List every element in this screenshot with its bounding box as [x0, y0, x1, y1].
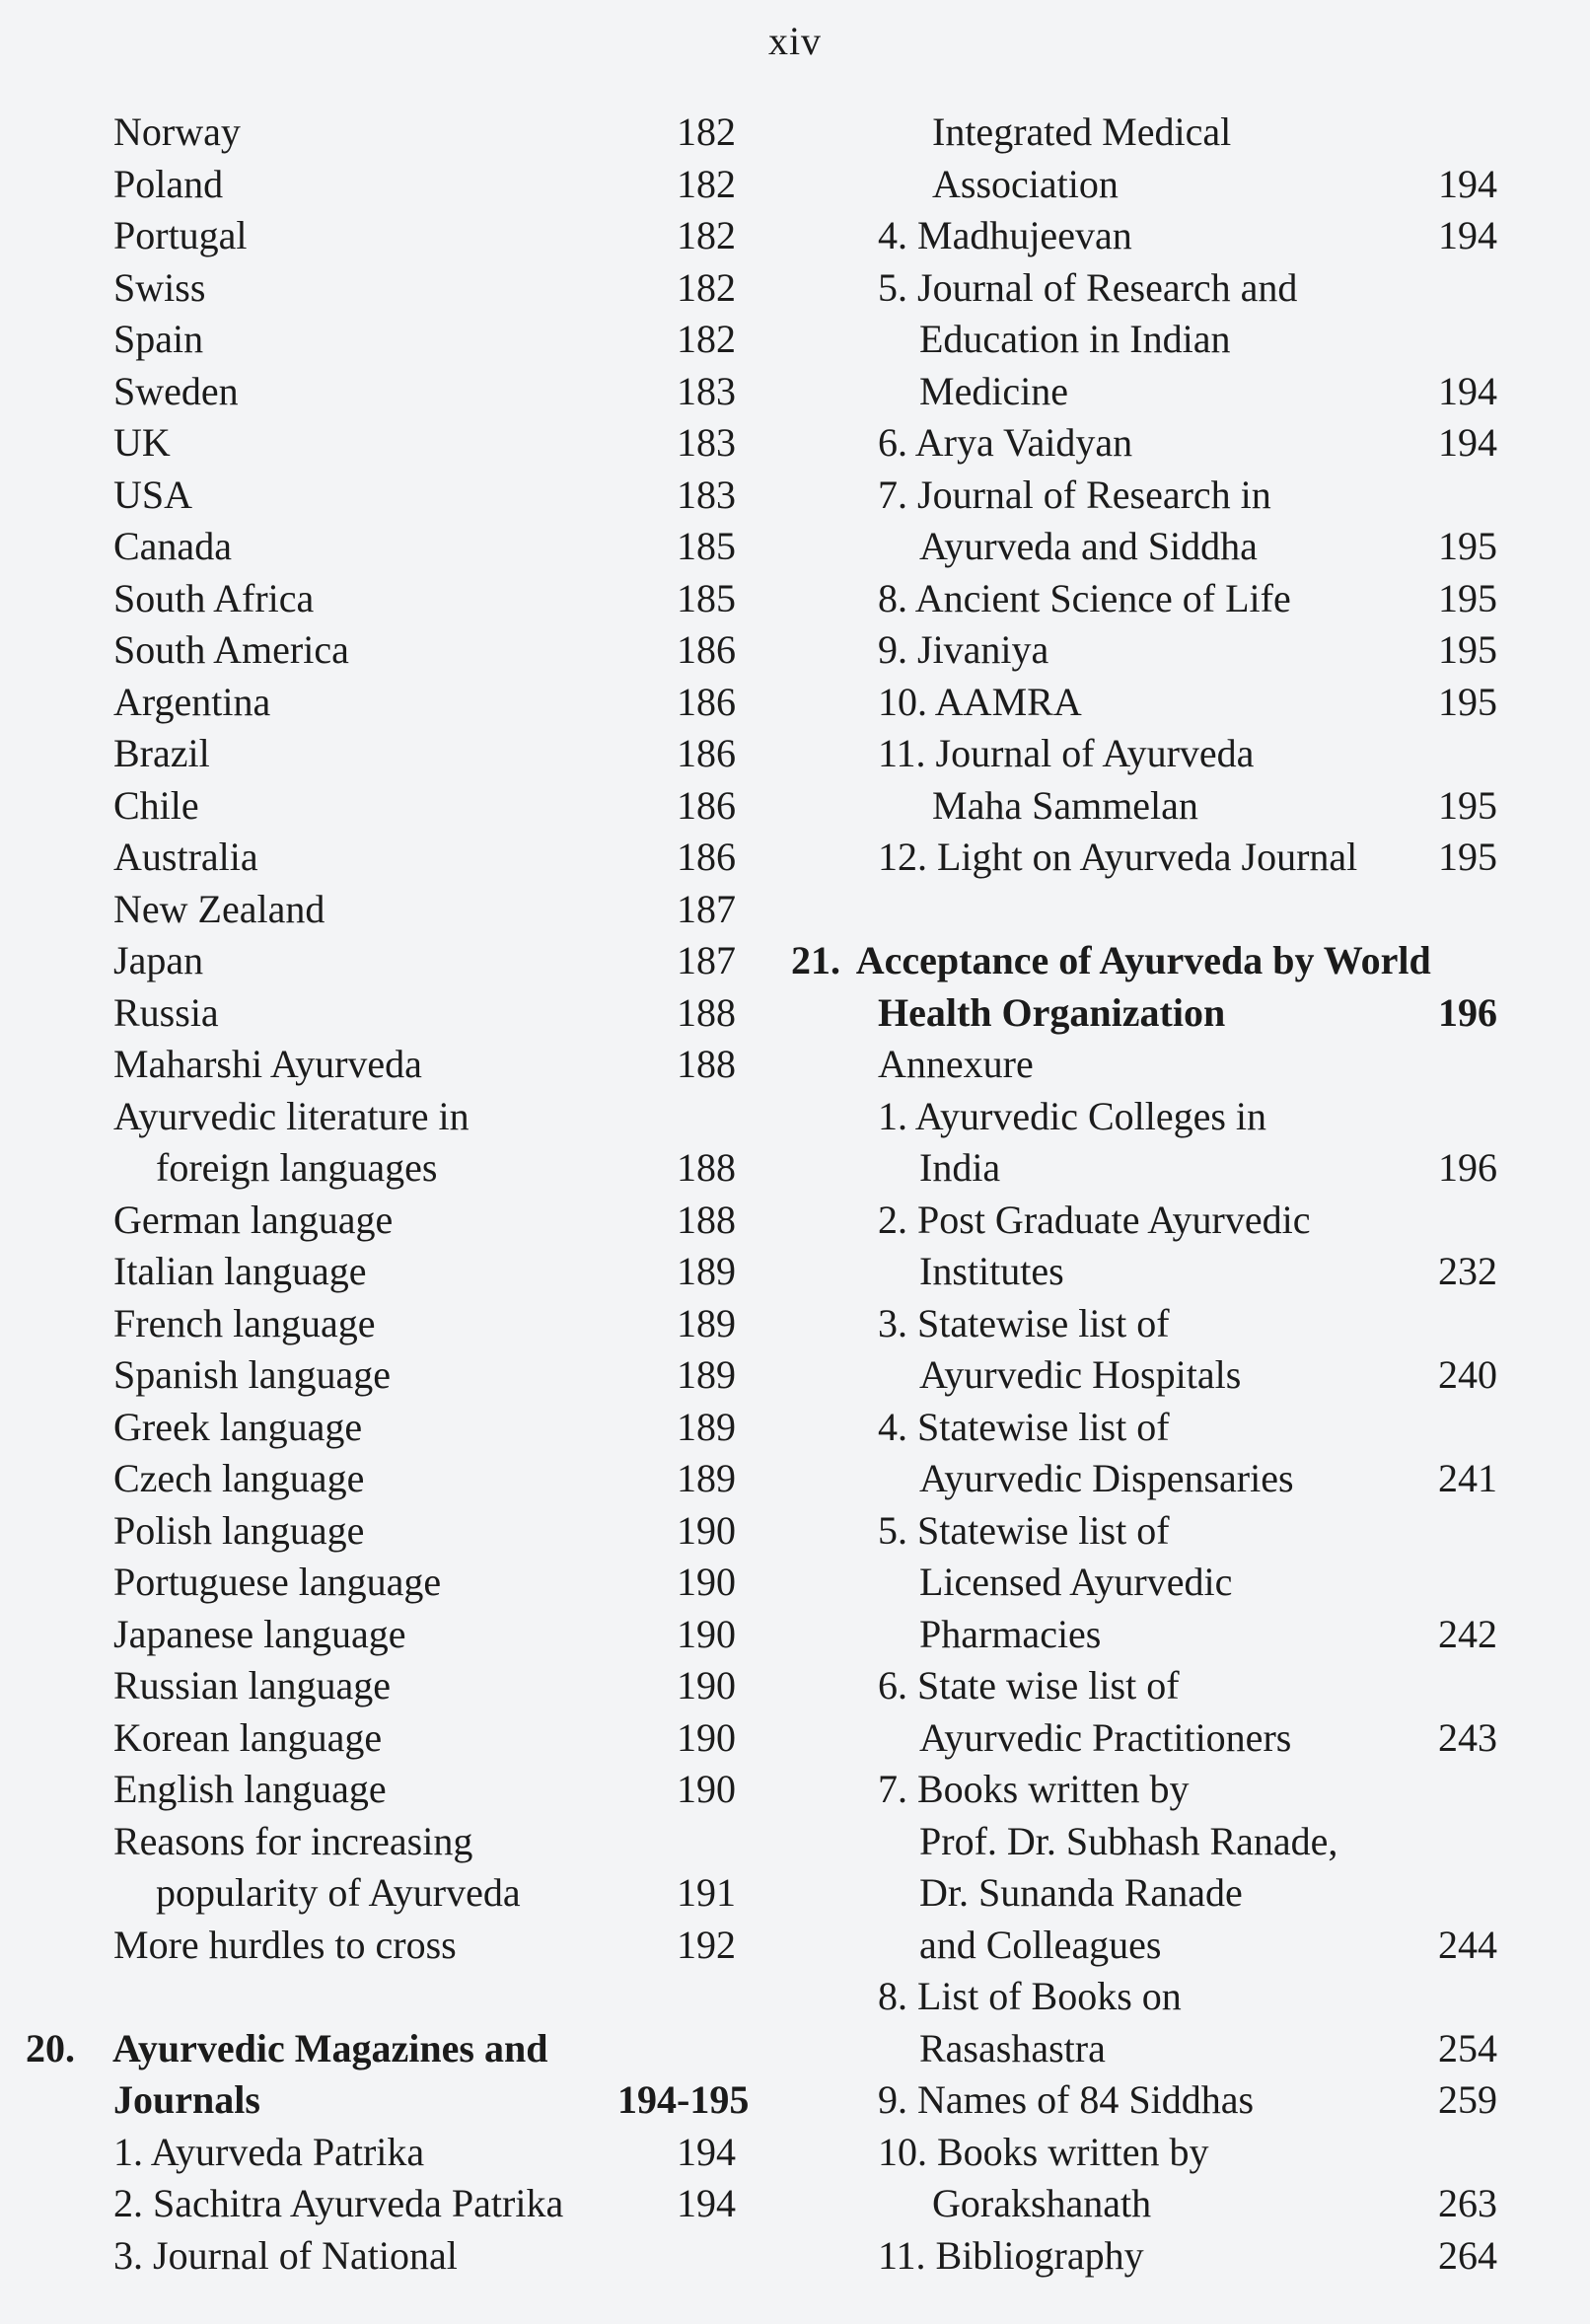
toc-entry: [0, 314, 750, 366]
entry-page: 187: [677, 938, 736, 982]
entry-title: Poland: [113, 161, 224, 206]
toc-entry: [0, 624, 750, 677]
entry-page: 189: [677, 1249, 736, 1293]
entry-title: 8. List of Books on: [878, 1974, 1182, 2018]
entry-page: 189: [677, 1352, 736, 1397]
entry-page: 188: [677, 1197, 736, 1242]
entry-title: 4. Statewise list of: [878, 1404, 1170, 1449]
entry-page: 196: [1438, 989, 1497, 1035]
toc-entry-continued: [779, 2178, 1509, 2230]
entry-page: 195: [1438, 627, 1497, 672]
entry-title: Rasashastra: [919, 2025, 1106, 2070]
chapter-heading: [779, 935, 1509, 987]
toc-entry: [0, 1195, 750, 1247]
entry-title: Canada: [113, 524, 232, 568]
chapter-number: 20.: [26, 2025, 75, 2070]
toc-entry-continued: [779, 1609, 1509, 1661]
entry-title: Sweden: [113, 368, 239, 413]
toc-entry: [779, 1402, 1509, 1454]
toc-entry-continued: [779, 1246, 1509, 1298]
toc-entry: [0, 1298, 750, 1350]
toc-entry: [779, 1660, 1509, 1712]
entry-title: Argentina: [113, 679, 271, 724]
entry-title: 11. Bibliography: [878, 2232, 1144, 2278]
toc-entry-continued: [0, 1867, 750, 1920]
entry-page: 232: [1438, 1249, 1497, 1293]
entry-page: 182: [677, 264, 736, 310]
toc-entry: [779, 417, 1509, 470]
entry-page: 189: [677, 1404, 736, 1449]
entry-page: 186: [677, 627, 736, 672]
chapter-title: Health Organization: [878, 989, 1226, 1035]
toc-entry: [779, 728, 1509, 780]
entry-page: 183: [677, 420, 736, 465]
chapter-number: 21.: [791, 938, 840, 982]
entry-title: Portugal: [113, 213, 248, 257]
entry-title: 6. Arya Vaidyan: [878, 420, 1133, 465]
entry-page: 182: [677, 161, 736, 206]
entry-title: Norway: [113, 109, 241, 154]
toc-entry: [0, 728, 750, 780]
entry-page: 196: [1438, 1145, 1497, 1190]
entry-page: 190: [677, 1507, 736, 1553]
toc-entry: [0, 1402, 750, 1454]
toc-entry: [0, 1920, 750, 1972]
entry-page: 192: [677, 1922, 736, 1967]
chapter-title: Journals: [113, 2077, 260, 2122]
toc-entry: [0, 1660, 750, 1712]
page-number: xiv: [767, 19, 823, 63]
entry-title: 3. Statewise list of: [878, 1300, 1170, 1345]
entry-page: 194: [677, 2129, 736, 2174]
entry-page: 188: [677, 989, 736, 1035]
toc-entry-continued: [779, 1453, 1509, 1505]
toc-entry: [779, 1505, 1509, 1558]
toc-right-column: [779, 107, 1509, 2282]
toc-entry-continued: [779, 1920, 1509, 1972]
toc-entry-continued: [0, 1142, 750, 1195]
toc-entry-continued: [779, 1816, 1509, 1868]
entry-title: Ayurvedic Dispensaries: [919, 1456, 1294, 1500]
entry-title: Spanish language: [113, 1352, 392, 1397]
toc-entry: [0, 832, 750, 884]
toc-entry: [0, 521, 750, 573]
toc-entry: [0, 159, 750, 211]
entry-title: Ayurvedic Hospitals: [919, 1352, 1242, 1397]
entry-title: Pharmacies: [919, 1611, 1102, 1656]
toc-entry: [779, 1971, 1509, 2023]
entry-page: 190: [677, 1714, 736, 1760]
entry-title: Licensed Ayurvedic: [919, 1560, 1233, 1604]
entry-title: More hurdles to cross: [113, 1922, 457, 1967]
entry-title: Reasons for increasing: [113, 1818, 473, 1863]
entry-page: 254: [1438, 2025, 1497, 2070]
toc-entry: [0, 573, 750, 625]
entry-title: 4. Madhujeevan: [878, 213, 1132, 257]
entry-page: 186: [677, 731, 736, 775]
entry-page: 185: [677, 524, 736, 568]
entry-title: Prof. Dr. Subhash Ranade,: [919, 1818, 1338, 1863]
entry-page: 194-195: [617, 2077, 750, 2122]
entry-page: 263: [1438, 2181, 1497, 2225]
toc-entry: [779, 624, 1509, 677]
entry-page: 191: [677, 1870, 736, 1915]
toc-entry: [779, 573, 1509, 625]
entry-page: 194: [1438, 161, 1497, 206]
entry-page: 195: [1438, 524, 1497, 568]
toc-entry: [0, 1764, 750, 1816]
entry-title: Portuguese language: [113, 1560, 442, 1604]
entry-title: 9. Names of 84 Siddhas: [878, 2077, 1255, 2122]
entry-title: Japan: [113, 938, 204, 982]
entry-page: 194: [677, 2181, 736, 2225]
toc-entry: [0, 1816, 750, 1868]
entry-title: Australia: [113, 835, 258, 879]
entry-title: Dr. Sunanda Ranade: [919, 1870, 1243, 1915]
entry-page: 194: [1438, 368, 1497, 413]
entry-title: 9. Jivaniya: [878, 627, 1049, 672]
entry-page: 186: [677, 782, 736, 828]
toc-entry: [0, 1557, 750, 1609]
toc-entry: [0, 470, 750, 522]
entry-page: 243: [1438, 1714, 1497, 1760]
toc-entry-continued: [779, 1867, 1509, 1920]
entry-page: 195: [1438, 679, 1497, 724]
toc-entry: [0, 677, 750, 729]
entry-page: 189: [677, 1456, 736, 1500]
toc-entry: [0, 884, 750, 936]
chapter-heading-continued: [779, 987, 1509, 1040]
toc-entry: [0, 1349, 750, 1402]
toc-entry: [0, 2230, 750, 2283]
entry-page: 186: [677, 835, 736, 879]
entry-title: South America: [113, 627, 349, 672]
toc-entry: [0, 2178, 750, 2230]
entry-title: Ayurvedic Practitioners: [919, 1714, 1292, 1760]
entry-title: popularity of Ayurveda: [156, 1870, 521, 1915]
toc-entry-continued: [779, 521, 1509, 573]
entry-title: Greek language: [113, 1404, 363, 1449]
toc-entry: [779, 1764, 1509, 1816]
toc-entry: [779, 1298, 1509, 1350]
toc-entry: [779, 832, 1509, 884]
entry-page: 187: [677, 886, 736, 931]
entry-title: 10. AAMRA: [878, 679, 1082, 724]
entry-title: Chile: [113, 782, 199, 828]
entry-title: foreign languages: [156, 1145, 438, 1190]
entry-title: 12. Light on Ayurveda Journal: [878, 835, 1358, 879]
toc-entry-continued: [779, 1557, 1509, 1609]
entry-page: 190: [677, 1663, 736, 1707]
entry-title: 1. Ayurvedic Colleges in: [878, 1093, 1267, 1138]
entry-page: 244: [1438, 1922, 1497, 1967]
entry-page: 183: [677, 472, 736, 517]
toc-entry: [0, 935, 750, 987]
toc-entry-continued: [779, 2023, 1509, 2075]
entry-title: Czech language: [113, 1456, 365, 1500]
annexure-heading: [779, 1039, 1509, 1091]
entry-title: Maharshi Ayurveda: [113, 1042, 422, 1086]
toc-entry: [779, 1195, 1509, 1247]
toc-entry: [0, 1453, 750, 1505]
entry-title: English language: [113, 1767, 387, 1811]
entry-title: Integrated Medical: [932, 109, 1232, 154]
entry-title: Ayurveda and Siddha: [919, 524, 1258, 568]
entry-title: Education in Indian: [919, 317, 1231, 361]
toc-entry-continued: [779, 1142, 1509, 1195]
entry-title: Swiss: [113, 264, 206, 310]
entry-title: Russia: [113, 989, 219, 1035]
toc-entry-continued: [779, 366, 1509, 418]
entry-page: 186: [677, 679, 736, 724]
toc-entry-continued: [779, 1712, 1509, 1765]
toc-entry: [0, 1505, 750, 1558]
entry-title: 2. Post Graduate Ayurvedic: [878, 1197, 1311, 1242]
entry-title: Medicine: [919, 368, 1069, 413]
entry-title: and Colleagues: [919, 1922, 1162, 1967]
entry-title: 11. Journal of Ayurveda: [878, 731, 1255, 775]
entry-page: 185: [677, 575, 736, 620]
toc-entry: [0, 2127, 750, 2179]
toc-entry: [0, 1609, 750, 1661]
entry-title: Gorakshanath: [932, 2181, 1152, 2225]
chapter-title: Ayurvedic Magazines and: [112, 2025, 548, 2070]
entry-title: 8. Ancient Science of Life: [878, 575, 1291, 620]
toc-entry: [0, 780, 750, 833]
entry-page: 195: [1438, 782, 1497, 828]
entry-title: USA: [113, 472, 193, 517]
entry-title: Institutes: [919, 1249, 1064, 1293]
toc-entry-continued: [779, 314, 1509, 366]
entry-page: 264: [1438, 2232, 1497, 2278]
toc-entry: [0, 107, 750, 159]
spacer: [779, 884, 1509, 936]
entry-title: 5. Journal of Research and: [878, 264, 1298, 310]
entry-title: Japanese language: [113, 1611, 406, 1656]
entry-title: Spain: [113, 317, 204, 361]
entry-title: Annexure: [878, 1042, 1034, 1086]
entry-title: French language: [113, 1300, 376, 1345]
entry-title: German language: [113, 1197, 394, 1242]
toc-entry: [0, 987, 750, 1040]
entry-title: 2. Sachitra Ayurveda Patrika: [113, 2181, 564, 2225]
entry-page: 182: [677, 109, 736, 154]
entry-page: 194: [1438, 213, 1497, 257]
entry-title: 3. Journal of National: [113, 2232, 458, 2278]
toc-entry: [0, 417, 750, 470]
entry-page: 240: [1438, 1352, 1497, 1397]
spacer: [0, 1971, 750, 2023]
entry-page: 182: [677, 317, 736, 361]
entry-page: 190: [677, 1767, 736, 1811]
entry-title: Brazil: [113, 731, 210, 775]
entry-title: 7. Books written by: [878, 1767, 1190, 1811]
entry-page: 190: [677, 1560, 736, 1604]
entry-title: 10. Books written by: [878, 2129, 1209, 2174]
entry-page: 195: [1438, 835, 1497, 879]
toc-entry: [0, 366, 750, 418]
toc-entry: [0, 1712, 750, 1765]
toc-entry: [779, 677, 1509, 729]
entry-title: Russian language: [113, 1663, 392, 1707]
chapter-title: Acceptance of Ayurveda by World: [855, 938, 1431, 982]
entry-page: 188: [677, 1145, 736, 1190]
toc-entry-continued: [779, 159, 1509, 211]
entry-page: 242: [1438, 1611, 1497, 1656]
toc-entry: [0, 1091, 750, 1143]
entry-title: South Africa: [113, 575, 315, 620]
entry-title: 5. Statewise list of: [878, 1507, 1170, 1553]
toc-entry: [0, 210, 750, 262]
entry-title: Italian language: [113, 1249, 367, 1293]
entry-title: UK: [113, 420, 171, 465]
toc-entry-continued: [779, 107, 1509, 159]
toc-entry: [0, 1039, 750, 1091]
toc-entry: [779, 1091, 1509, 1143]
chapter-heading: [0, 2023, 750, 2075]
toc-entry-continued: [779, 780, 1509, 833]
toc-entry: [0, 262, 750, 315]
entry-title: Korean language: [113, 1714, 383, 1760]
entry-title: 7. Journal of Research in: [878, 472, 1271, 517]
entry-page: 188: [677, 1042, 736, 1086]
entry-page: 182: [677, 213, 736, 257]
entry-page: 195: [1438, 575, 1497, 620]
entry-page: 259: [1438, 2077, 1497, 2122]
toc-entry: [779, 2074, 1509, 2127]
toc-entry: [779, 470, 1509, 522]
entry-title: Ayurvedic literature in: [113, 1093, 470, 1138]
toc-left-column: [0, 107, 750, 2282]
entry-page: 183: [677, 368, 736, 413]
entry-page: 189: [677, 1300, 736, 1345]
toc-entry: [779, 2127, 1509, 2179]
entry-title: Polish language: [113, 1507, 365, 1553]
entry-page: 194: [1438, 420, 1497, 465]
toc-entry: [779, 262, 1509, 315]
entry-title: 1. Ayurveda Patrika: [113, 2129, 425, 2174]
toc-entry: [779, 2230, 1509, 2283]
entry-title: India: [919, 1145, 1001, 1190]
entry-page: 190: [677, 1611, 736, 1656]
entry-title: Association: [932, 161, 1119, 206]
toc-entry: [779, 210, 1509, 262]
toc-entry-continued: [779, 1349, 1509, 1402]
entry-title: Maha Sammelan: [932, 782, 1198, 828]
toc-entry: [0, 1246, 750, 1298]
entry-title: New Zealand: [113, 886, 325, 931]
entry-title: 6. State wise list of: [878, 1663, 1180, 1707]
chapter-heading-continued: [0, 2074, 750, 2127]
entry-page: 241: [1438, 1456, 1497, 1500]
